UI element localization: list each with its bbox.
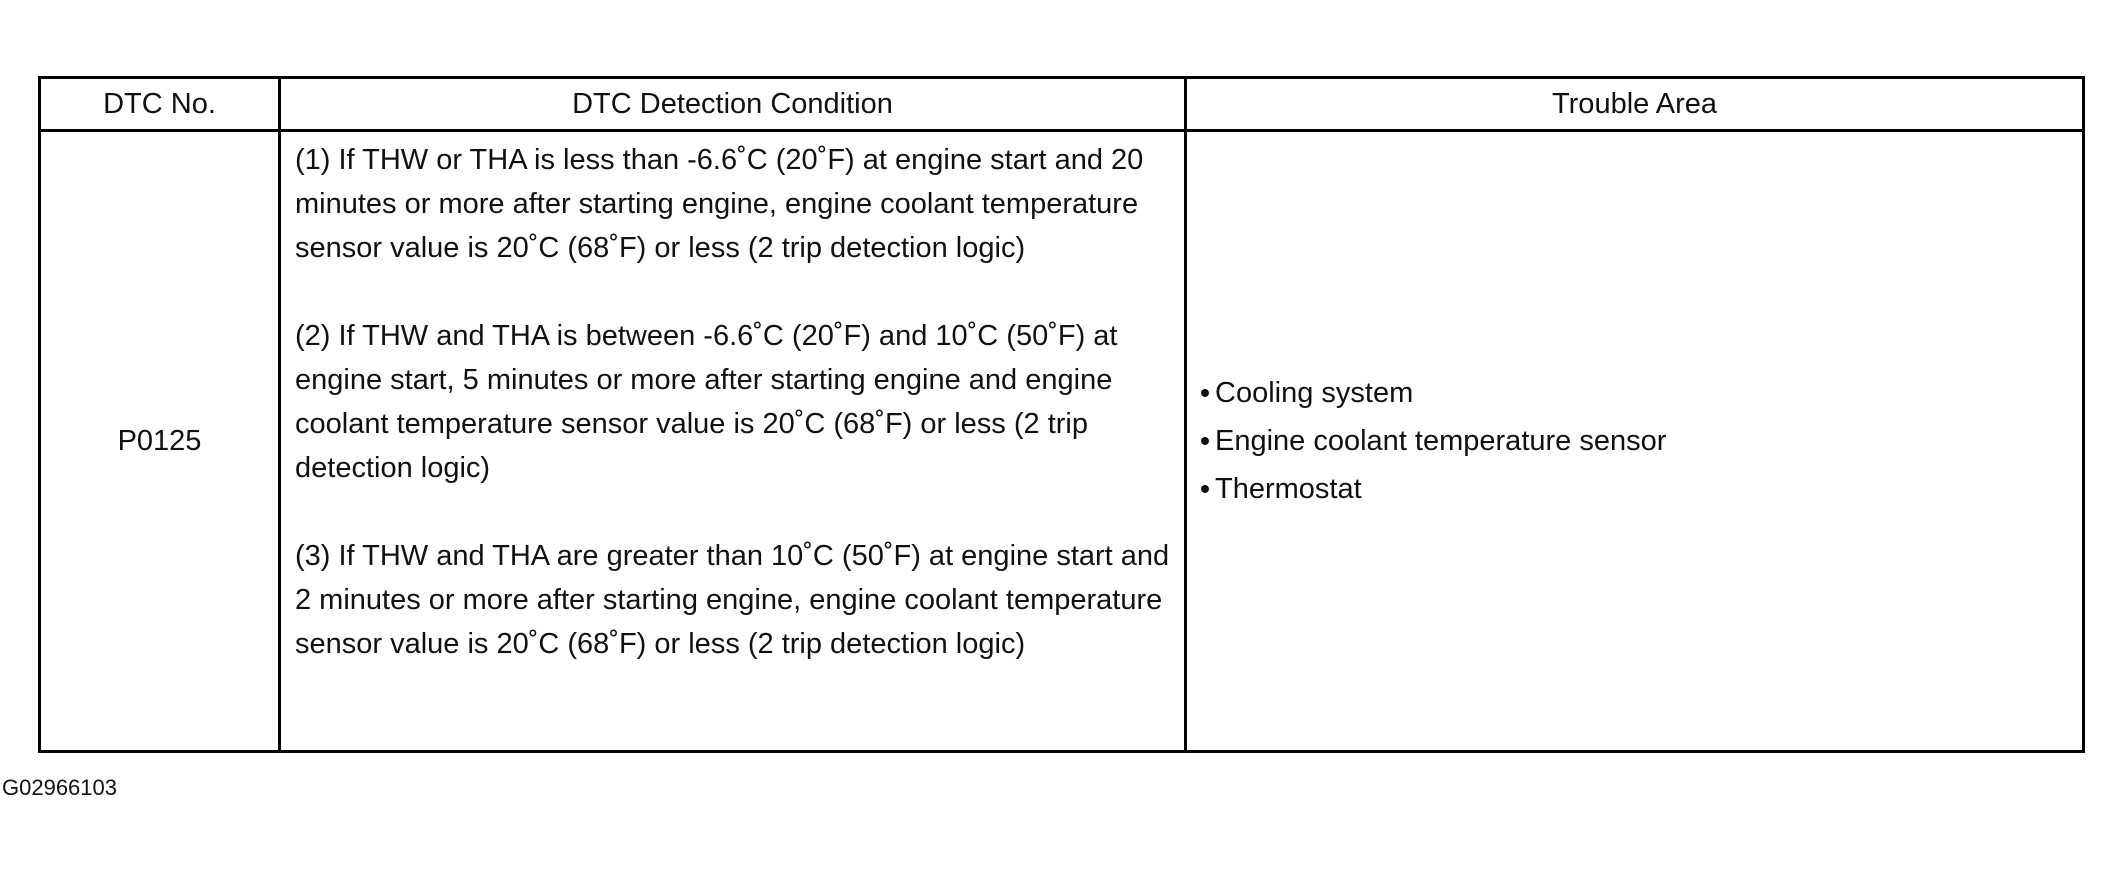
bullet-icon [1201, 437, 1209, 445]
list-item [1201, 465, 2068, 513]
table-header-row [40, 78, 2084, 131]
bullet-icon [1201, 389, 1209, 397]
detection-condition-cell [280, 131, 1186, 752]
trouble-area-cooling-system: Cooling system [1215, 377, 1414, 409]
dtc-table [38, 76, 2085, 753]
figure-id: G02966103 [2, 775, 117, 800]
header-dtc-no: DTC No. [40, 78, 280, 131]
condition-3: (3) If THW and THA are greater than 10˚C (50˚F) at engine start and 2 minutes or more after starting engine, engine coolant temperature sensor value is 20˚C (68˚F) or less (2 trip detection logic) [295, 540, 1170, 660]
header-trouble-area: Trouble Area [1186, 78, 2084, 131]
trouble-area-thermostat: Thermostat [1215, 473, 1362, 505]
table-row [40, 131, 2084, 752]
condition-1: (1) If THW or THA is less than -6.6˚C (20˚F) at engine start and 20 minutes or more after starting engine, engine coolant temperature sensor value is 20˚C (68˚F) or less (2 trip detection logic) [295, 144, 1144, 264]
condition-2: (2) If THW and THA is between -6.6˚C (20˚F) and 10˚C (50˚F) at engine start, 5 minutes or more after starting engine and engine coolant temperature sensor value is 20˚C (68˚F) or less (2 trip detection logic) [295, 320, 1118, 484]
trouble-area-cell [1186, 131, 2084, 752]
list-item [1201, 417, 2068, 465]
trouble-area-ect-sensor: Engine coolant temperature sensor [1215, 425, 1667, 457]
bullet-icon [1201, 485, 1209, 493]
list-item [1201, 369, 2068, 417]
header-detection-condition: DTC Detection Condition [280, 78, 1186, 131]
dtc-code: P0125 [40, 131, 280, 752]
trouble-area-list [1201, 369, 2068, 513]
